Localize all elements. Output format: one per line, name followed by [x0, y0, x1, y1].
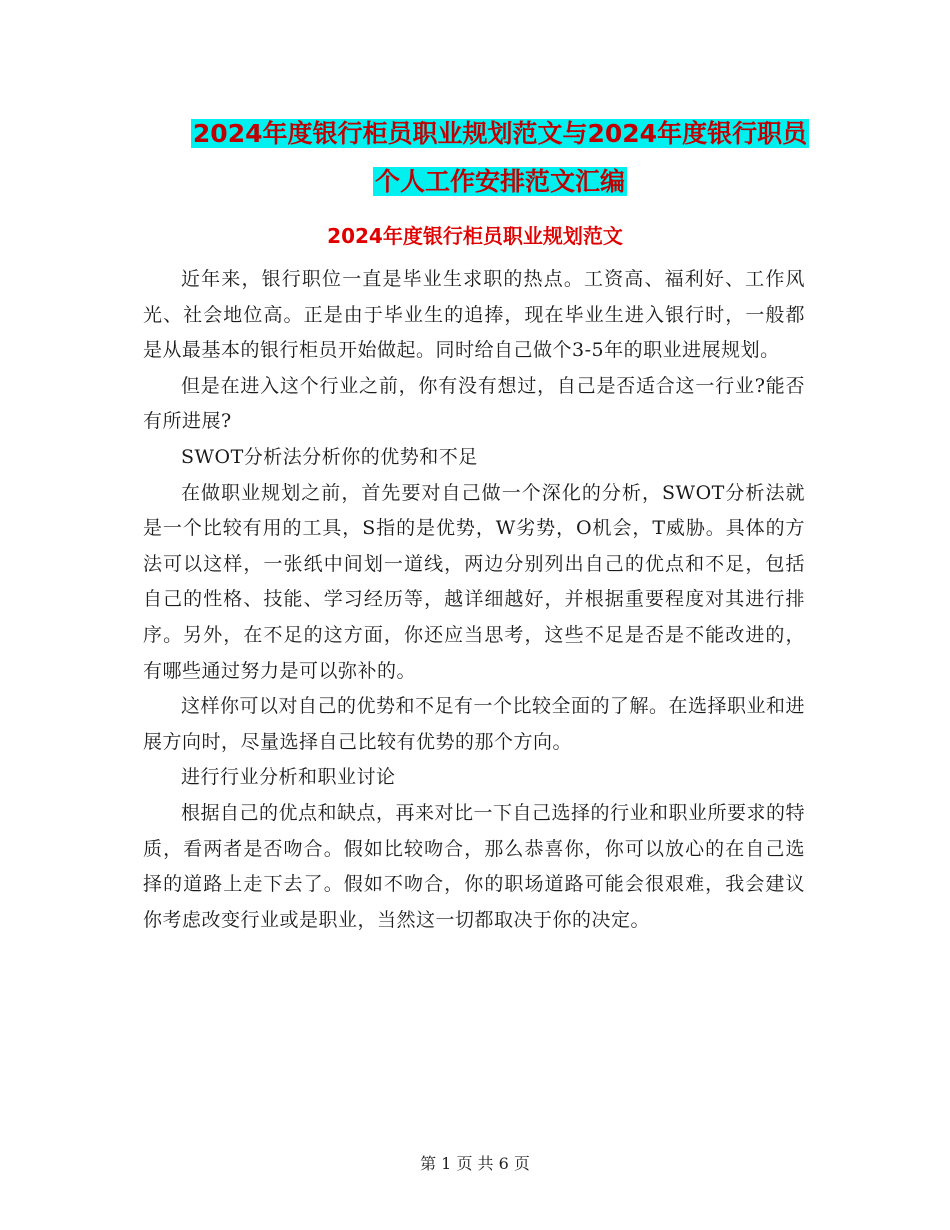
page-footer: 第 1 页 共 6 页	[420, 1154, 530, 1173]
subheading: SWOT分析法分析你的优势和不足	[181, 445, 478, 468]
paragraph: 但是在进入这个行业之前，你有没有想过，自己是否适合这一行业?能否有所进展?	[143, 374, 805, 433]
paragraph: 根据自己的优点和缺点，再来对比一下自己选择的行业和职业所要求的特质，看两者是否吻合。假如比较吻合，那么恭喜你，你可以放心的在自己选择的道路上走下去了。假如不吻合，你的职场道路可能会很艰难，我会建议你考虑改变行业或是职业，当然这一切都取决于你的决定。	[143, 801, 806, 931]
document-title-line-1: 2024年度银行柜员职业规划范文与2024年度银行职员	[192, 119, 808, 148]
section-title: 2024年度银行柜员职业规划范文	[327, 224, 623, 248]
paragraph: 这样你可以对自己的优势和不足有一个比较全面的了解。在选择职业和进展方向时，尽量选择自己比较有优势的那个方向。	[143, 695, 806, 753]
subheading: 进行行业分析和职业讨论	[181, 766, 396, 789]
document-title-line-2: 个人工作安排范文汇编	[374, 167, 625, 196]
paragraph: 在做职业规划之前，首先要对自己做一个深化的分析，SWOT分析法就是一个比较有用的工具，S指的是优势，W劣势，O机会，T威胁。具体的方法可以这样，一张纸中间划一道线，两边分别列出自己的优点和不足，包括自己的性格、技能、学习经历等，越详细越好，并根据重要程度对其进行排序。另外，在不足的这方面，你还应当思考，这些不足是否是不能改进的，有哪些通过努力是可以弥补的。	[143, 481, 805, 682]
document-title	[140, 110, 860, 206]
paragraph: 近年来，银行职位一直是毕业生求职的热点。工资高、福利好、工作风光、社会地位高。正是由于毕业生的追捧，现在毕业生进入银行时，一般都是从最基本的银行柜员开始做起。同时给自己做个3-5年的职业进展规划。	[143, 268, 805, 362]
document-body	[143, 262, 805, 938]
